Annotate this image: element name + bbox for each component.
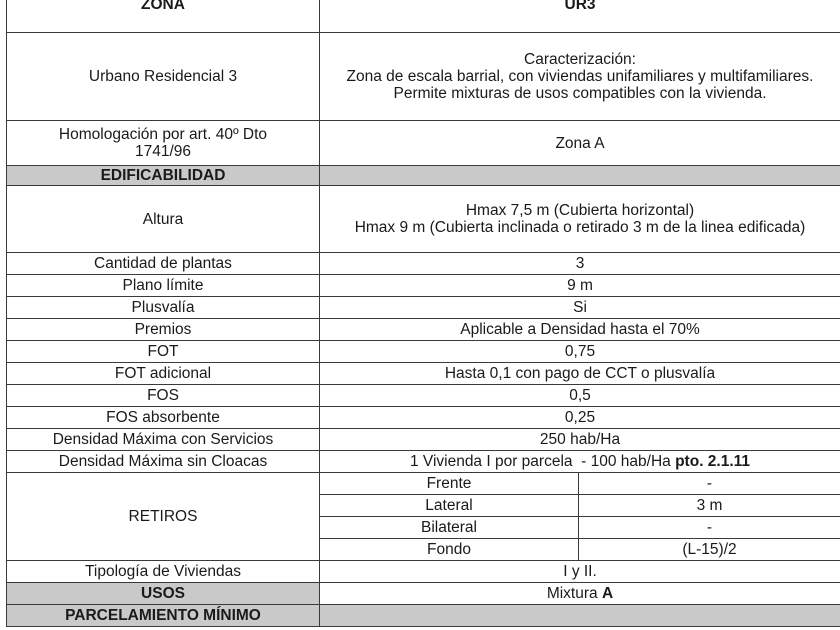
table-row bbox=[7, 319, 840, 341]
retiro-value: - bbox=[579, 473, 840, 495]
densidad-sin-cloacas-ref: pto. 2.1.11 bbox=[675, 453, 751, 470]
altura-line-2: Hmax 9 m (Cubierta inclinada o retirado 3 m de la linea edificada) bbox=[354, 219, 806, 236]
table-row bbox=[7, 407, 840, 429]
homologacion-label: Homologación por art. 40º Dto 1741/96 bbox=[7, 121, 320, 166]
table-row bbox=[7, 429, 840, 451]
tipologia-row bbox=[7, 561, 840, 583]
table-row bbox=[7, 363, 840, 385]
row-label: Densidad Máxima con Servicios bbox=[7, 429, 320, 451]
densidad-sin-cloacas-value bbox=[320, 451, 840, 473]
zone-name: Urbano Residencial 3 bbox=[7, 33, 320, 121]
tipologia-label: Tipología de Viviendas bbox=[7, 561, 320, 583]
row-label: Plano límite bbox=[7, 275, 320, 297]
usos-bold: A bbox=[601, 585, 614, 602]
usos-value bbox=[320, 583, 840, 605]
homologacion-value: Zona A bbox=[320, 121, 840, 166]
row-label: Plusvalía bbox=[7, 297, 320, 319]
row-value: Hasta 0,1 con pago de CCT o plusvalía bbox=[320, 363, 840, 385]
caracterizacion-cell bbox=[320, 33, 840, 121]
section-parcelamiento bbox=[7, 605, 840, 627]
section-title: PARCELAMIENTO MÍNIMO bbox=[7, 605, 320, 627]
table-row bbox=[7, 341, 840, 363]
zone-row bbox=[7, 33, 840, 121]
table-row bbox=[7, 275, 840, 297]
usos-text: Mixtura bbox=[546, 585, 598, 602]
row-label: Cantidad de plantas bbox=[7, 253, 320, 275]
tipologia-value: I y II. bbox=[320, 561, 840, 583]
altura-row bbox=[7, 186, 840, 253]
section-fill bbox=[320, 605, 840, 627]
section-edificabilidad bbox=[7, 166, 840, 186]
retiro-name: Fondo bbox=[320, 539, 579, 561]
row-label: FOS bbox=[7, 385, 320, 407]
caracterizacion-text: Zona de escala barrial, con viviendas unifamiliares y multifamiliares. Permite mixturas de usos compatibles con la vivienda. bbox=[346, 68, 814, 102]
section-title: USOS bbox=[7, 583, 320, 605]
retiro-value: (L-15)/2 bbox=[579, 539, 840, 561]
retiro-value: 3 m bbox=[579, 495, 840, 517]
row-value: 0,25 bbox=[320, 407, 840, 429]
row-value: Si bbox=[320, 297, 840, 319]
table-row bbox=[7, 385, 840, 407]
caracterizacion-title: Caracterización: bbox=[524, 51, 636, 68]
row-value: 250 hab/Ha bbox=[320, 429, 840, 451]
densidad-sin-cloacas-label: Densidad Máxima sin Cloacas bbox=[7, 451, 320, 473]
row-label: Premios bbox=[7, 319, 320, 341]
retiro-value: - bbox=[579, 517, 840, 539]
row-label: FOT bbox=[7, 341, 320, 363]
row-label: FOS absorbente bbox=[7, 407, 320, 429]
densidad-sin-cloacas-text-2: - 100 hab/Ha bbox=[581, 453, 671, 470]
row-value: 9 m bbox=[320, 275, 840, 297]
section-title: EDIFICABILIDAD bbox=[7, 166, 320, 186]
table-row bbox=[7, 253, 840, 275]
header-row bbox=[7, 0, 840, 33]
retiro-name: Lateral bbox=[320, 495, 579, 517]
altura-line-1: Hmax 7,5 m (Cubierta horizontal) bbox=[465, 202, 695, 219]
densidad-sin-cloacas-text: 1 Vivienda I por parcela bbox=[409, 453, 573, 470]
row-value: 0,75 bbox=[320, 341, 840, 363]
table-row bbox=[7, 297, 840, 319]
row-value: Aplicable a Densidad hasta el 70% bbox=[320, 319, 840, 341]
row-value: 0,5 bbox=[320, 385, 840, 407]
retiros-label: RETIROS bbox=[7, 473, 320, 561]
retiro-name: Frente bbox=[320, 473, 579, 495]
homologacion-row bbox=[7, 121, 840, 166]
densidad-sin-cloacas-row bbox=[7, 451, 840, 473]
zona-label: ZONA bbox=[7, 0, 320, 33]
section-fill bbox=[320, 166, 840, 186]
zoning-table bbox=[6, 0, 840, 627]
altura-label: Altura bbox=[7, 186, 320, 253]
zona-code: UR3 bbox=[320, 0, 840, 33]
retiro-name: Bilateral bbox=[320, 517, 579, 539]
section-usos bbox=[7, 583, 840, 605]
retiros-row bbox=[7, 473, 840, 495]
row-value: 3 bbox=[320, 253, 840, 275]
row-label: FOT adicional bbox=[7, 363, 320, 385]
altura-value bbox=[320, 186, 840, 253]
